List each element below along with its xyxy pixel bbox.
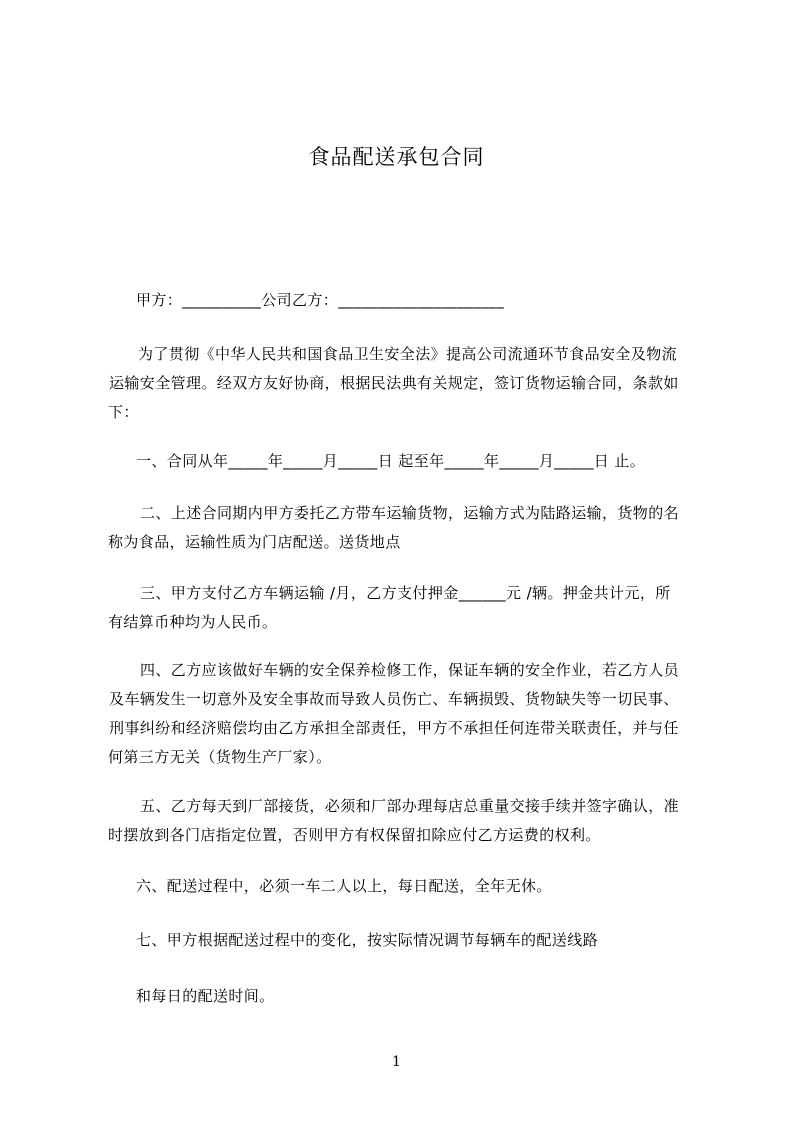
clause-intro-line: 运输安全管理。经双方友好协商，根据民法典有关规定，签订货物运输合同，条款如: [109, 374, 679, 392]
clause-4: [108, 656, 679, 772]
clause-2-line: 称为食品，运输性质为门店配送。送货地点: [108, 533, 401, 551]
clause-4-line: 四、乙方应该做好车辆的安全保养检修工作，保证车辆的安全作业，若乙方人员: [140, 661, 680, 679]
clause-6: [136, 872, 552, 901]
clause-2: [108, 499, 679, 557]
clause-3: [108, 579, 671, 637]
clause-1-line: 一、合同从年_____年_____月_____日 起至年_____年_____月_____日 止。: [136, 452, 646, 470]
clause-1: [136, 447, 645, 476]
clause-6-line: 六、配送过程中，必须一车二人以上，每日配送，全年无休。: [136, 877, 552, 895]
clause-7-continued: [136, 982, 275, 1011]
document-title: 食品配送承包合同: [308, 145, 485, 169]
clause-3-line: 三、甲方支付乙方车辆运输 /月，乙方支付押金______元 /辆。押金共计元，所: [140, 584, 671, 602]
clause-7-continued-line: 和每日的配送时间。: [136, 987, 275, 1005]
clause-4-line: 刑事纠纷和经济赔偿均由乙方承担全部责任，甲方不承担任何连带关联责任，并与任: [109, 719, 679, 737]
clause-3-line: 有结算币种均为人民币。: [108, 613, 278, 631]
page-number: 1: [392, 1054, 401, 1070]
parties-text: 甲方：__________公司乙方：_____________________: [136, 291, 505, 309]
clause-4-line: 何第三方无关（货物生产厂家）。: [108, 748, 332, 766]
clause-4-line: 及车辆发生一切意外及安全事故而导致人员伤亡、车辆损毁、货物缺失等一切民事、: [109, 690, 679, 708]
clause-7-line: 七、甲方根据配送过程中的变化，按实际情况调节每辆车的配送线路: [136, 931, 599, 949]
clause-7: [136, 926, 598, 955]
clause-5: [108, 792, 679, 850]
clause-intro-line: 为了贯彻《中华人民共和国食品卫生安全法》提高公司流通环节食品安全及物流: [138, 345, 678, 363]
clause-5-line: 时摆放到各门店指定位置，否则甲方有权保留扣除应付乙方运费的权利。: [108, 826, 601, 844]
clause-5-line: 五、乙方每天到厂部接货，必须和厂部办理每店总重量交接手续并签字确认，准: [140, 797, 680, 815]
clause-2-line: 二、上述合同期内甲方委托乙方带车运输货物，运输方式为陆路运输，货物的名: [140, 504, 680, 522]
parties-line: [136, 286, 504, 315]
clause-intro: [108, 340, 679, 427]
clause-intro-line: 下：: [108, 403, 139, 421]
